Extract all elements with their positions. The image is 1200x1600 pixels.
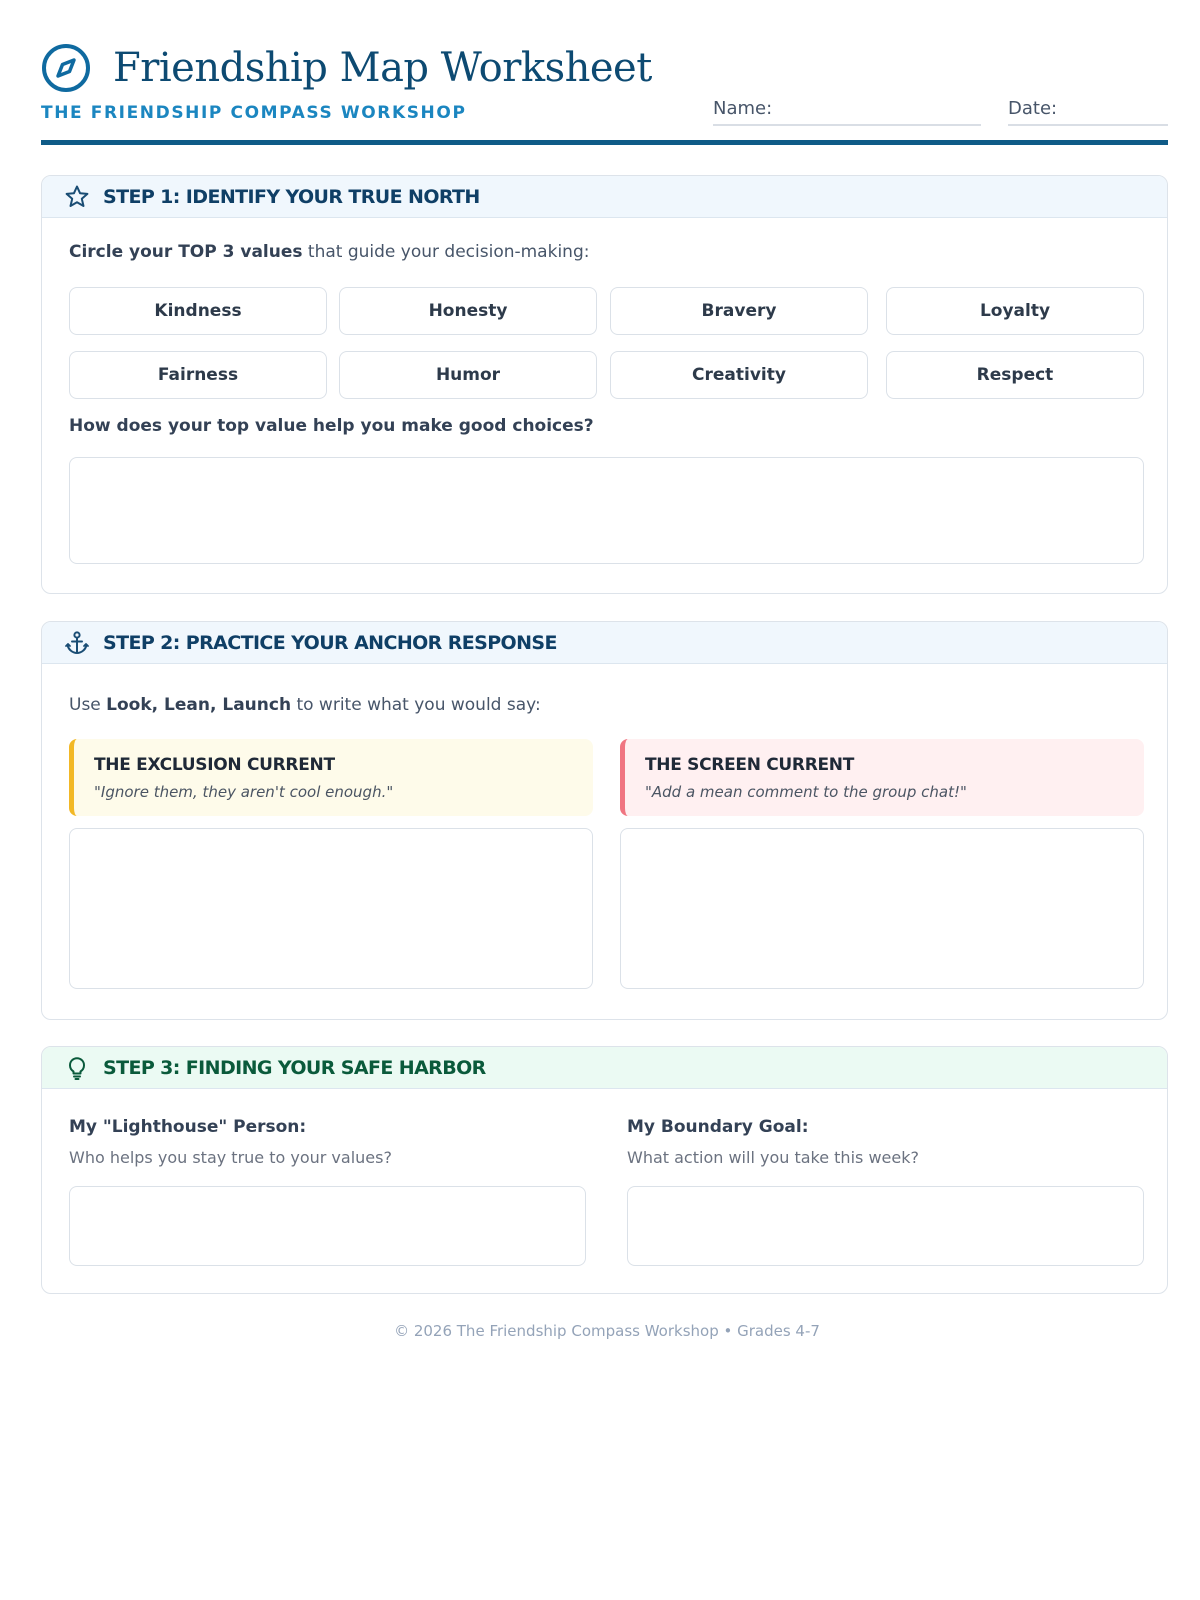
boundary-prompt: What action will you take this week? xyxy=(627,1148,919,1167)
step2-instruction-post: to write what you would say: xyxy=(291,695,541,715)
lighthouse-prompt: Who helps you stay true to your values? xyxy=(69,1148,392,1167)
step1-instruction-rest: that guide your decision-making: xyxy=(302,242,590,262)
step3-header xyxy=(42,1047,1167,1089)
boundary-answer-box[interactable] xyxy=(627,1186,1144,1266)
lighthouse-label: My "Lighthouse" Person: xyxy=(69,1117,307,1137)
step1-question: How does your top value help you make good choices? xyxy=(69,416,594,436)
name-field[interactable] xyxy=(713,92,981,126)
compass-icon xyxy=(41,43,91,93)
step3-card xyxy=(41,1046,1168,1294)
top-value-answer-box[interactable] xyxy=(69,457,1144,564)
lightbulb-icon xyxy=(64,1055,90,1081)
scenario-quote: "Ignore them, they aren't cool enough." xyxy=(94,783,394,801)
step2-instruction-bold: Look, Lean, Launch xyxy=(106,695,292,715)
step1-title: STEP 1: IDENTIFY YOUR TRUE NORTH xyxy=(103,185,480,208)
workshop-subtitle: THE FRIENDSHIP COMPASS WORKSHOP xyxy=(41,103,467,123)
step1-card xyxy=(41,175,1168,594)
value-chip-respect[interactable]: Respect xyxy=(886,351,1144,399)
value-chip-fairness[interactable]: Fairness xyxy=(69,351,327,399)
page-footer: © 2026 The Friendship Compass Workshop • Grades 4-7 xyxy=(394,1322,820,1340)
screen-response-box[interactable] xyxy=(620,828,1144,989)
exclusion-current-scenario xyxy=(69,739,593,816)
step2-instruction xyxy=(69,695,541,715)
step3-title: STEP 3: FINDING YOUR SAFE HARBOR xyxy=(103,1056,486,1079)
header-divider xyxy=(41,140,1168,145)
value-chip-humor[interactable]: Humor xyxy=(339,351,597,399)
title-row xyxy=(41,40,652,96)
step1-instruction-bold: Circle your TOP 3 values xyxy=(69,242,303,262)
step2-header xyxy=(42,622,1167,664)
exclusion-response-box[interactable] xyxy=(69,828,593,989)
value-chip-creativity[interactable]: Creativity xyxy=(610,351,868,399)
step2-card xyxy=(41,621,1168,1020)
step2-title: STEP 2: PRACTICE YOUR ANCHOR RESPONSE xyxy=(103,631,557,654)
page-title: Friendship Map Worksheet xyxy=(113,45,652,91)
screen-current-scenario xyxy=(620,739,1144,816)
boundary-label: My Boundary Goal: xyxy=(627,1117,809,1137)
step1-header xyxy=(42,176,1167,218)
step1-instruction xyxy=(69,242,589,262)
date-field[interactable] xyxy=(1008,92,1168,126)
star-icon xyxy=(64,184,90,210)
value-chip-honesty[interactable]: Honesty xyxy=(339,287,597,335)
scenario-quote: "Add a mean comment to the group chat!" xyxy=(645,783,967,801)
value-chip-loyalty[interactable]: Loyalty xyxy=(886,287,1144,335)
anchor-icon xyxy=(64,630,90,656)
lighthouse-answer-box[interactable] xyxy=(69,1186,586,1266)
name-label: Name: xyxy=(713,98,773,119)
value-chip-kindness[interactable]: Kindness xyxy=(69,287,327,335)
worksheet-header xyxy=(41,40,1168,146)
scenario-title: THE EXCLUSION CURRENT xyxy=(94,755,335,775)
scenario-title: THE SCREEN CURRENT xyxy=(645,755,855,775)
date-label: Date: xyxy=(1008,98,1058,119)
step2-instruction-pre: Use xyxy=(69,695,107,715)
value-chip-bravery[interactable]: Bravery xyxy=(610,287,868,335)
